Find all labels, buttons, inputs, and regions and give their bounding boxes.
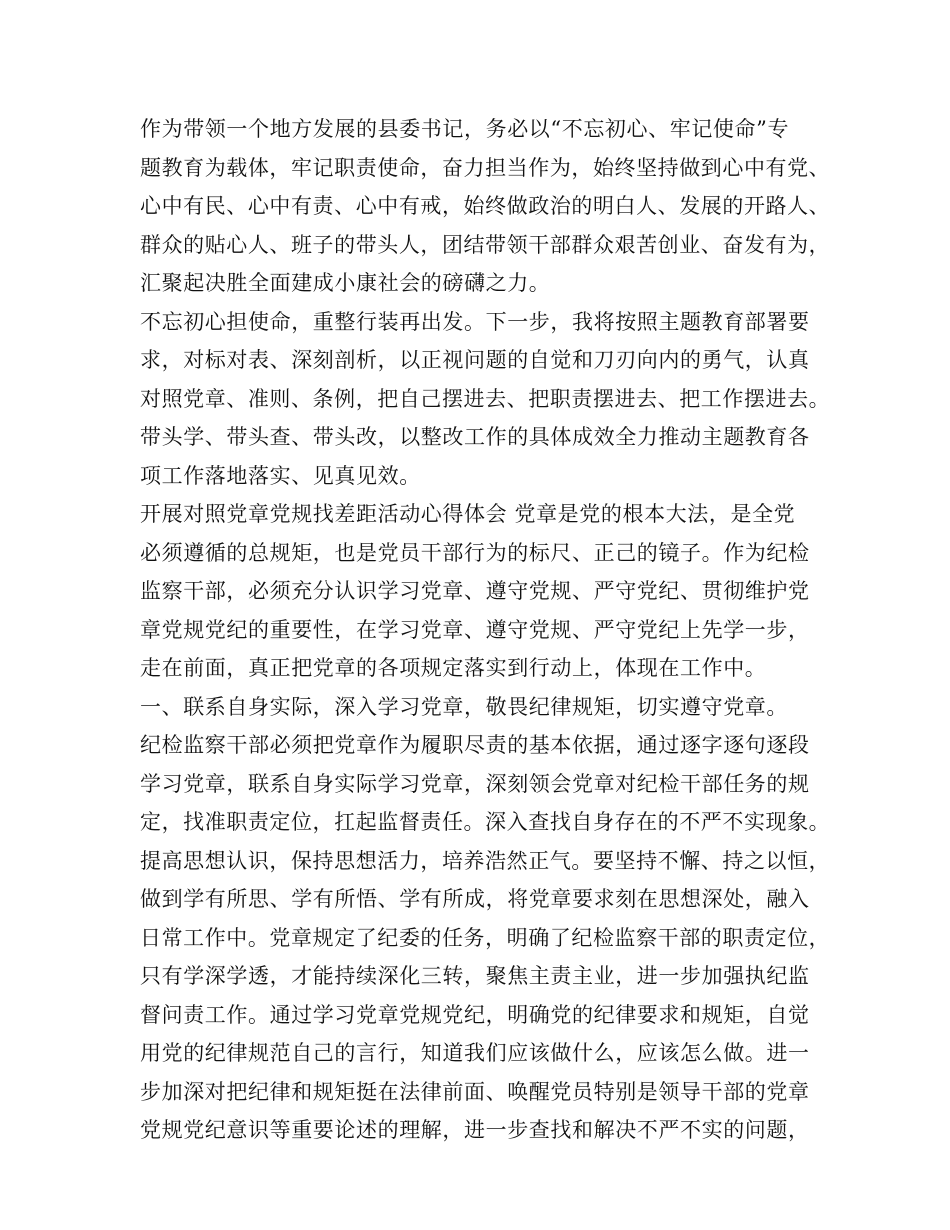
text-line: 日常工作中。党章规定了纪委的任务，明确了纪检监察干部的职责定位， bbox=[140, 925, 831, 950]
text-line: 提高思想认识，保持思想活力，培养浩然正气。要坚持不懈、持之以恒， bbox=[140, 848, 831, 873]
text-line: 作为带领一个地方发展的县委书记，务必以“不忘初心、牢记使命”专 bbox=[140, 117, 790, 141]
text-line: 开展对照党章党规找差距活动心得体会 党章是党的根本大法，是全党 bbox=[140, 502, 796, 526]
text-line: 纪检监察干部必须把党章作为履职尽责的基本依据，通过逐字逐句逐段 bbox=[140, 733, 810, 757]
text-line: 不忘初心担使命，重整行装再出发。下一步，我将按照主题教育部署要 bbox=[140, 309, 810, 334]
text-line: 监察干部，必须充分认识学习党章、遵守党规、严守党纪、贯彻维护党 bbox=[140, 579, 810, 603]
text-line: 项工作落地落实、见真见效。 bbox=[140, 463, 421, 488]
text-line: 走在前面，真正把党章的各项规定落实到行动上，体现在工作中。 bbox=[140, 656, 767, 680]
text-line: 只有学深学透，才能持续深化三转，聚焦主责主业，进一步加强执纪监 bbox=[140, 964, 810, 988]
text-line: 求，对标对表、深刻剖析，以正视问题的自觉和刀刃向内的勇气，认真 bbox=[140, 348, 810, 372]
text-line: 党规党纪意识等重要论述的理解，进一步查找和解决不严不实的问题， bbox=[140, 1118, 810, 1142]
text-line: 做到学有所思、学有所悟、学有所成，将党章要求刻在思想深处，融入 bbox=[140, 887, 810, 911]
text-line: 汇聚起决胜全面建成小康社会的磅礴之力。 bbox=[140, 271, 551, 295]
text-line: 对照党章、准则、条例，把自己摆进去、把职责摆进去、把工作摆进去。 bbox=[140, 386, 831, 411]
text-line: 督问责工作。通过学习党章党规党纪，明确党的纪律要求和规矩，自觉 bbox=[140, 1002, 810, 1027]
text-line: 题教育为载体，牢记职责使命，奋力担当作为，始终坚持做到心中有党、 bbox=[140, 155, 831, 180]
text-line: 用党的纪律规范自己的言行，知道我们应该做什么，应该怎么做。进一 bbox=[140, 1041, 810, 1065]
section-heading: 一、联系自身实际，深入学习党章，敬畏纪律规矩，切实遵守党章。 bbox=[140, 694, 788, 719]
document-body bbox=[140, 110, 830, 1150]
text-line: 群众的贴心人、班子的带头人，团结带领干部群众艰苦创业、奋发有为， bbox=[140, 232, 831, 257]
text-line: 学习党章，联系自身实际学习党章，深刻领会党章对纪检干部任务的规 bbox=[140, 771, 810, 796]
text-line: 定，找准职责定位，扛起监督责任。深入查找自身存在的不严不实现象。 bbox=[140, 810, 831, 834]
text-line: 步加深对把纪律和规矩挺在法律前面、唤醒党员特别是领导干部的党章 bbox=[140, 1079, 810, 1104]
text-line: 章党规党纪的重要性，在学习党章、遵守党规、严守党纪上先学一步， bbox=[140, 617, 810, 642]
text-line: 心中有民、心中有责、心中有戒，始终做政治的明白人、发展的开路人、 bbox=[140, 194, 831, 218]
text-line: 必须遵循的总规矩，也是党员干部行为的标尺、正己的镜子。作为纪检 bbox=[140, 540, 810, 565]
text-line: 带头学、带头查、带头改，以整改工作的具体成效全力推动主题教育各 bbox=[140, 425, 810, 449]
